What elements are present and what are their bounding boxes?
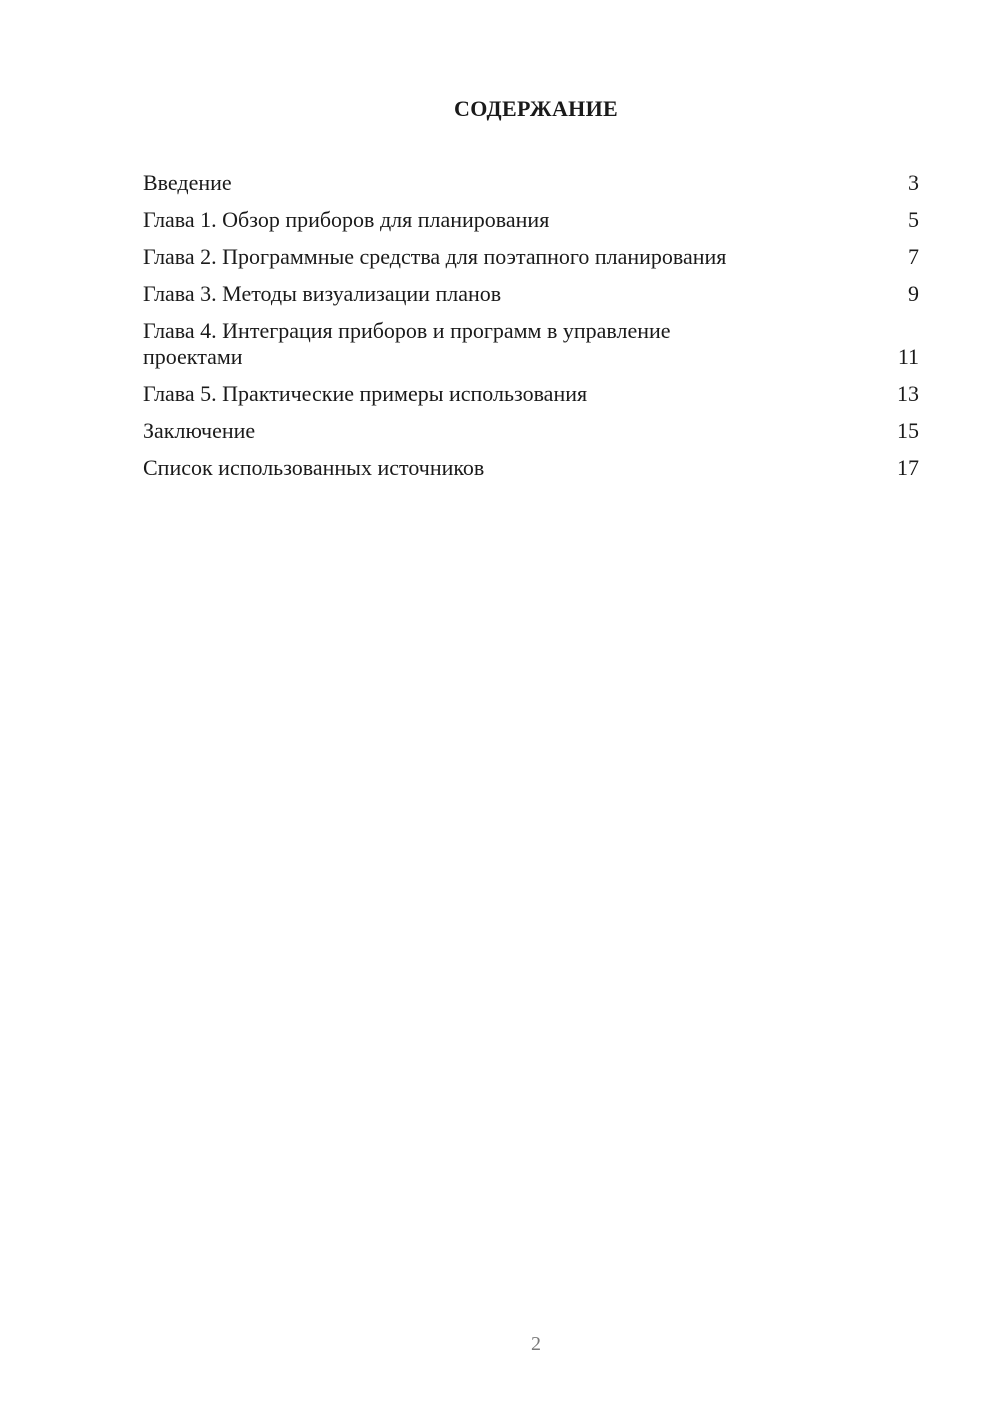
toc-item-page: 13 xyxy=(897,381,919,406)
toc-item-label: Глава 4. Интеграция приборов и программ в управление проектами xyxy=(143,318,671,369)
toc-item-label: Список использованных источников xyxy=(143,455,485,480)
toc-item-page: 15 xyxy=(897,418,919,443)
toc-item xyxy=(143,170,919,196)
toc-title: СОДЕРЖАНИЕ xyxy=(454,96,618,121)
toc-item xyxy=(143,455,919,481)
toc-item-label: Глава 1. Обзор приборов для планирования xyxy=(143,207,550,232)
toc-item xyxy=(143,207,919,233)
toc-item-page: 17 xyxy=(897,455,919,480)
toc-item xyxy=(143,281,919,307)
toc-item-page: 7 xyxy=(908,244,919,269)
toc-item-page: 3 xyxy=(908,170,919,195)
toc-item-label: Заключение xyxy=(143,418,256,443)
toc-item-label: Глава 3. Методы визуализации планов xyxy=(143,281,502,306)
toc-item-page: 11 xyxy=(897,344,919,369)
page-number: 2 xyxy=(531,1333,541,1355)
toc-item-label: Глава 5. Практические примеры использования xyxy=(143,381,588,406)
toc-item-label: Глава 2. Программные средства для поэтапного планирования xyxy=(143,244,727,269)
toc-list xyxy=(143,170,919,492)
toc-item xyxy=(143,318,919,370)
toc-item xyxy=(143,244,919,270)
toc-item xyxy=(143,381,919,407)
toc-item xyxy=(143,418,919,444)
toc-item-label: Введение xyxy=(143,170,232,195)
toc-item-page: 5 xyxy=(908,207,919,232)
toc-item-page: 9 xyxy=(908,281,919,306)
